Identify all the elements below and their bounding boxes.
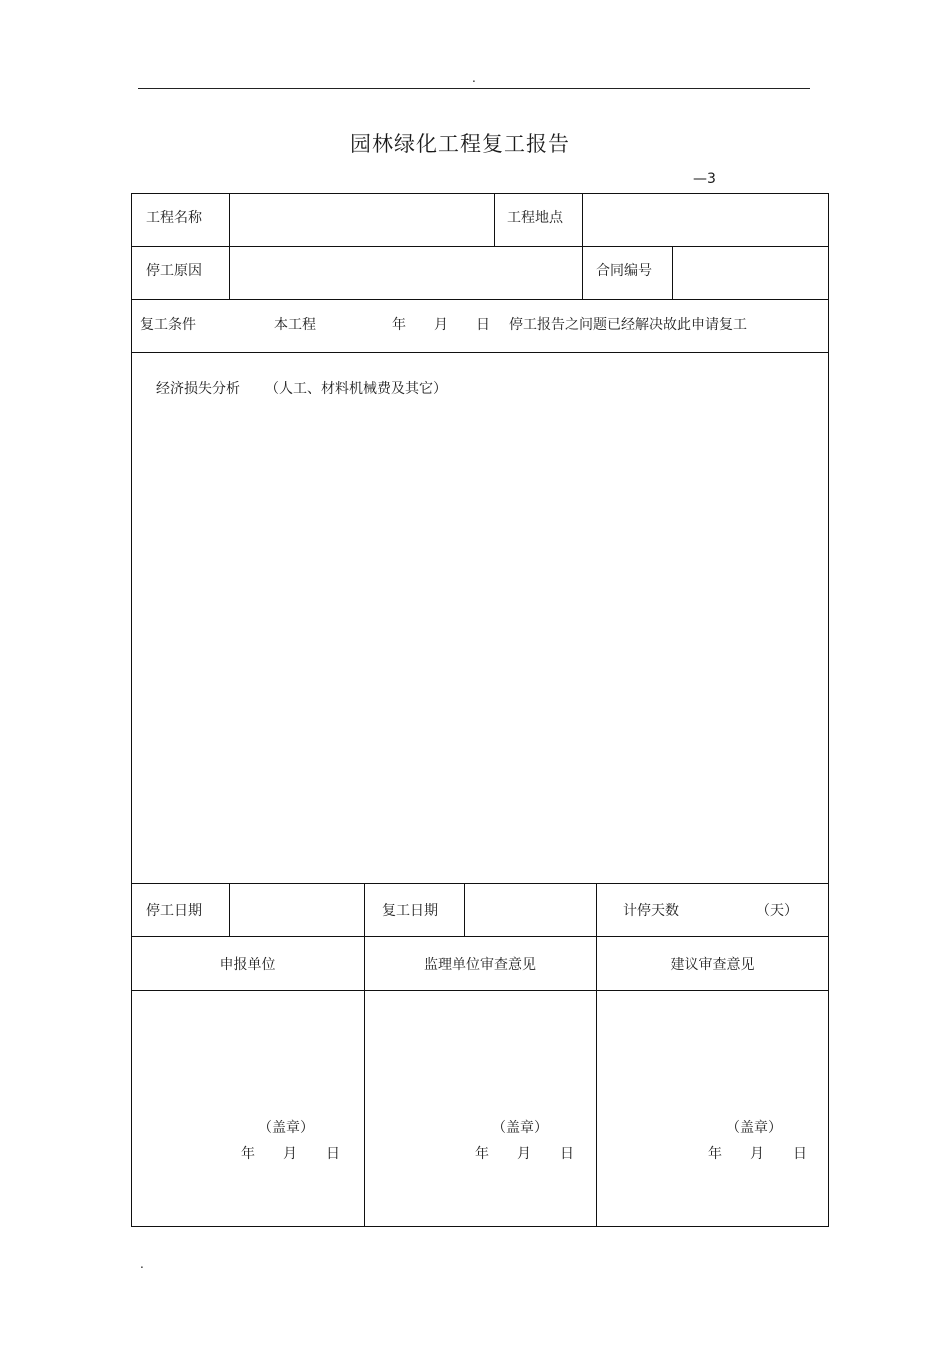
seal-year: 年 [475,1146,489,1162]
header-rule [138,88,810,89]
col-divider [464,883,465,937]
project-location-label: 工程地点 [507,210,563,226]
col-divider [229,193,230,300]
year-text: 年 [392,317,406,333]
supervisor-review-header: 监理单位审查意见 [424,957,536,973]
seal-month: 月 [750,1146,764,1162]
row-divider [131,883,829,884]
col-divider [582,193,583,300]
project-name-label: 工程名称 [146,210,202,226]
seal-year: 年 [708,1146,722,1162]
row-divider [131,299,829,300]
col-divider [672,246,673,300]
suggested-review-header: 建议审查意见 [670,957,755,973]
page-title: 园林绿化工程复工报告 [350,132,570,156]
form-number: —3 [693,171,716,187]
form-table [131,193,829,1227]
month-text: 月 [434,317,448,333]
resume-condition-label: 复工条件 [140,317,196,333]
seal-label: （盖章） [492,1120,548,1136]
seal-day: 日 [793,1146,807,1162]
loss-analysis-note: （人工、材料机械费及其它） [265,381,447,397]
seal-month: 月 [283,1146,297,1162]
days-unit-label: （天） [756,903,798,919]
row-divider [131,352,829,353]
stop-date-label: 停工日期 [146,903,202,919]
row-divider [131,990,829,991]
resume-statement: 停工报告之问题已经解决故此申请复工 [509,317,747,333]
stop-reason-label: 停工原因 [146,263,202,279]
col-divider [229,883,230,937]
col-divider [494,193,495,247]
stop-days-label: 计停天数 [623,903,679,919]
header-dot: . [472,71,476,85]
resume-date-label: 复工日期 [382,903,438,919]
seal-day: 日 [560,1146,574,1162]
applicant-unit-header: 申报单位 [219,957,276,973]
seal-day: 日 [326,1146,340,1162]
seal-label: （盖章） [726,1120,782,1136]
contract-no-label: 合同编号 [596,263,652,279]
row-divider [131,246,829,247]
row-divider [131,936,829,937]
this-project-text: 本工程 [274,317,316,333]
seal-year: 年 [241,1146,255,1162]
loss-analysis-label: 经济损失分析 [156,381,240,397]
day-text: 日 [476,317,490,333]
footer-dot: . [140,1257,144,1271]
col-divider [364,883,365,1227]
col-divider [596,883,597,1227]
seal-month: 月 [517,1146,531,1162]
seal-label: （盖章） [258,1120,314,1136]
